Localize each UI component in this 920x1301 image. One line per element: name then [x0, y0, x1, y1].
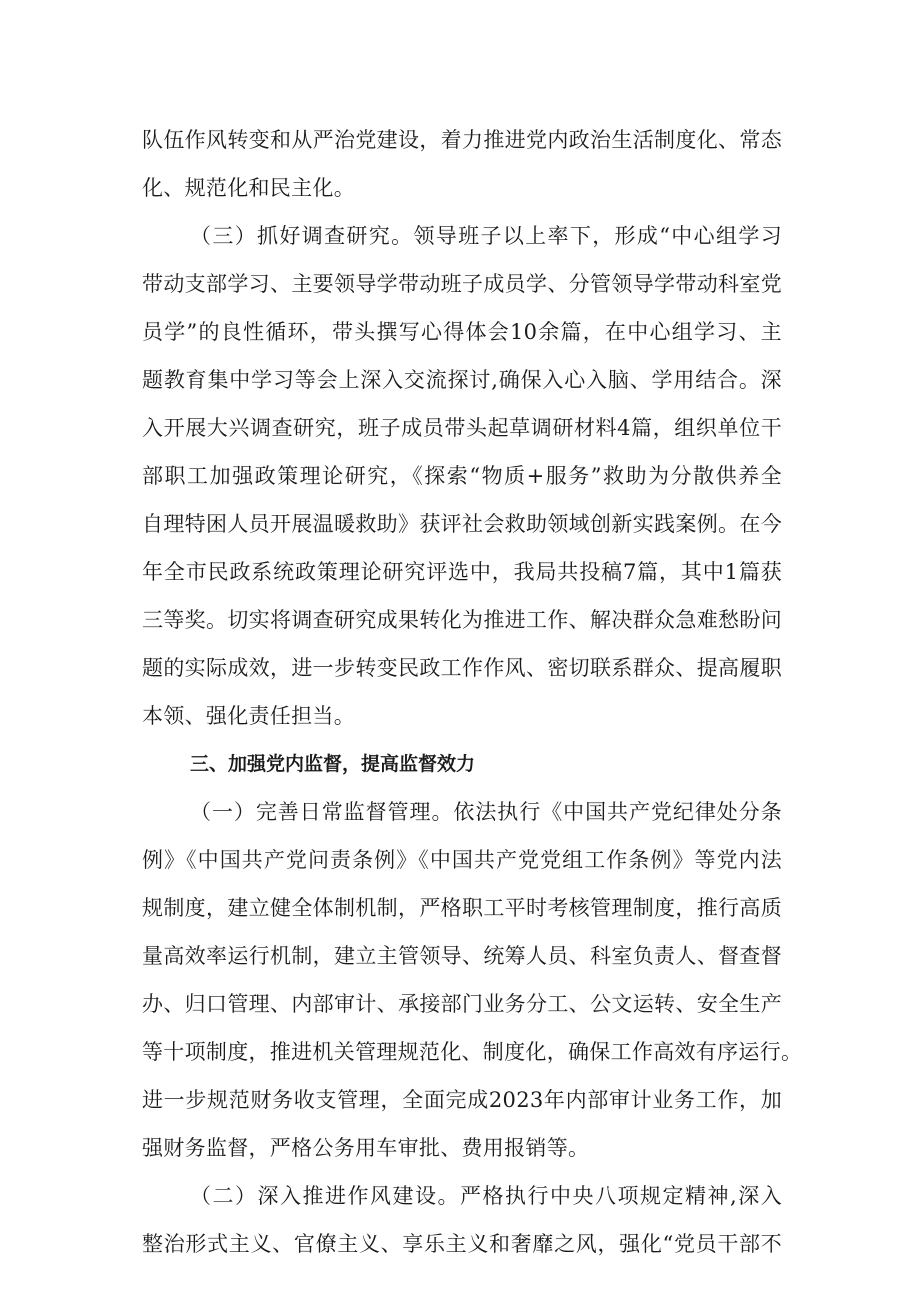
paragraph-2-line-6: 部职工加强政策理论研究，《探索“物质+服务”救助为分散供养全: [142, 464, 782, 488]
paragraph-2-line-10: 题的实际成效，进一步转变民政工作作风、密切联系群众、提高履职: [142, 656, 782, 680]
paragraph-2-line-7: 自理特困人员开展温暖救助》获评社会救助领域创新实践案例。在今: [142, 512, 782, 536]
paragraph-2-line-3: 员学”的良性循环，带头撰写心得体会10余篇，在中心组学习、主: [142, 320, 782, 344]
paragraph-3-line-8: 强财务监督，严格公务用车审批、费用报销等。: [142, 1136, 590, 1160]
paragraph-4-line-1: （二）深入推进作风建设。严格执行中央八项规定精神,深入: [190, 1184, 782, 1208]
paragraph-3-line-4: 量高效率运行机制，建立主管领导、统筹人员、科室负责人、督查督: [142, 944, 782, 968]
paragraph-1-line-1: 队伍作风转变和从严治党建设，着力推进党内政治生活制度化、常态: [142, 128, 782, 152]
paragraph-2-line-9: 三等奖。切实将调查研究成果转化为推进工作、解决群众急难愁盼问: [142, 608, 782, 632]
paragraph-4-line-2: 整治形式主义、官僚主义、享乐主义和奢靡之风，强化“党员干部不: [142, 1232, 782, 1256]
paragraph-2-line-8: 年全市民政系统政策理论研究评选中，我局共投稿7篇，其中1篇获: [142, 560, 782, 584]
section-heading: 三、加强党内监督，提高监督效力: [190, 753, 476, 775]
paragraph-3-line-6: 等十项制度，推进机关管理规范化、制度化，确保工作高效有序运行。: [142, 1040, 803, 1064]
paragraph-2-line-2: 带动支部学习、主要领导学带动班子成员学、分管领导学带动科室党: [142, 272, 782, 296]
paragraph-3-line-7: 进一步规范财务收支管理，全面完成2023年内部审计业务工作，加: [142, 1088, 782, 1112]
paragraph-1-line-2: 化、规范化和民主化。: [142, 176, 355, 200]
paragraph-2-line-4: 题教育集中学习等会上深入交流探讨,确保入心入脑、学用结合。深: [142, 368, 782, 392]
paragraph-2-line-11: 本领、强化责任担当。: [142, 704, 355, 728]
paragraph-3-line-5: 办、归口管理、内部审计、承接部门业务分工、公文运转、安全生产: [142, 992, 782, 1016]
paragraph-2-line-5: 入开展大兴调查研究，班子成员带头起草调研材料4篇，组织单位干: [142, 416, 782, 440]
paragraph-3-line-3: 规制度，建立健全体制机制，严格职工平时考核管理制度，推行高质: [142, 896, 782, 920]
paragraph-2-line-1: （三）抓好调查研究。领导班子以上率下，形成“中心组学习: [190, 224, 782, 248]
paragraph-3-line-2: 例》《中国共产党问责条例》《中国共产党党组工作条例》等党内法: [142, 848, 782, 872]
paragraph-3-line-1: （一）完善日常监督管理。依法执行《中国共产党纪律处分条: [190, 800, 782, 824]
